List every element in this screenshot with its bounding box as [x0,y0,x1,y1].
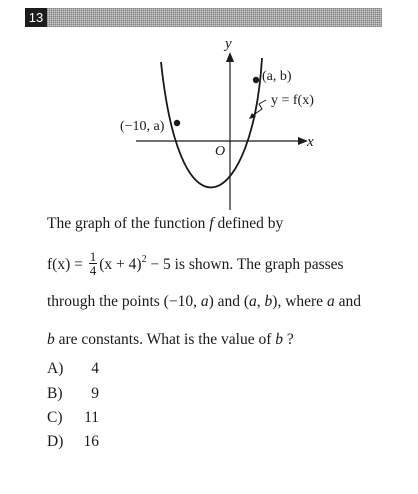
point-right-label: (a, b) [262,69,292,84]
origin-label: O [215,144,226,159]
curve-label: y = f(x) [271,93,314,108]
question-stem-line-2: f(x) = $\frac{1}{4}$ $(x + 4)^2 - 5$ is shown. The graph passes [47,249,344,278]
function-graph [0,0,418,220]
point-left-label: (−10, a) [120,119,165,134]
choice-b[interactable]: B) 9 [47,385,99,402]
x-axis-label: x [307,134,314,150]
point-right [253,77,259,83]
question-stem-line-1: The graph of the function f defined by [47,215,284,232]
question-number: 13 [25,8,47,27]
y-axis-label: y [225,36,232,52]
question-stem-line-3: through the points (−10, a) and (a, b), where a and [47,293,361,310]
point-left [174,120,180,126]
choice-d[interactable]: D) 16 [47,433,99,450]
choice-a[interactable]: A) 4 [47,360,99,377]
choice-c[interactable]: C) 11 [47,409,99,426]
fraction-one-quarter: $\frac{1}{4}$ [89,249,97,278]
question-stem-line-4: b are constants. What is the value of b ? [47,331,294,348]
y-axis-arrow [226,52,234,62]
